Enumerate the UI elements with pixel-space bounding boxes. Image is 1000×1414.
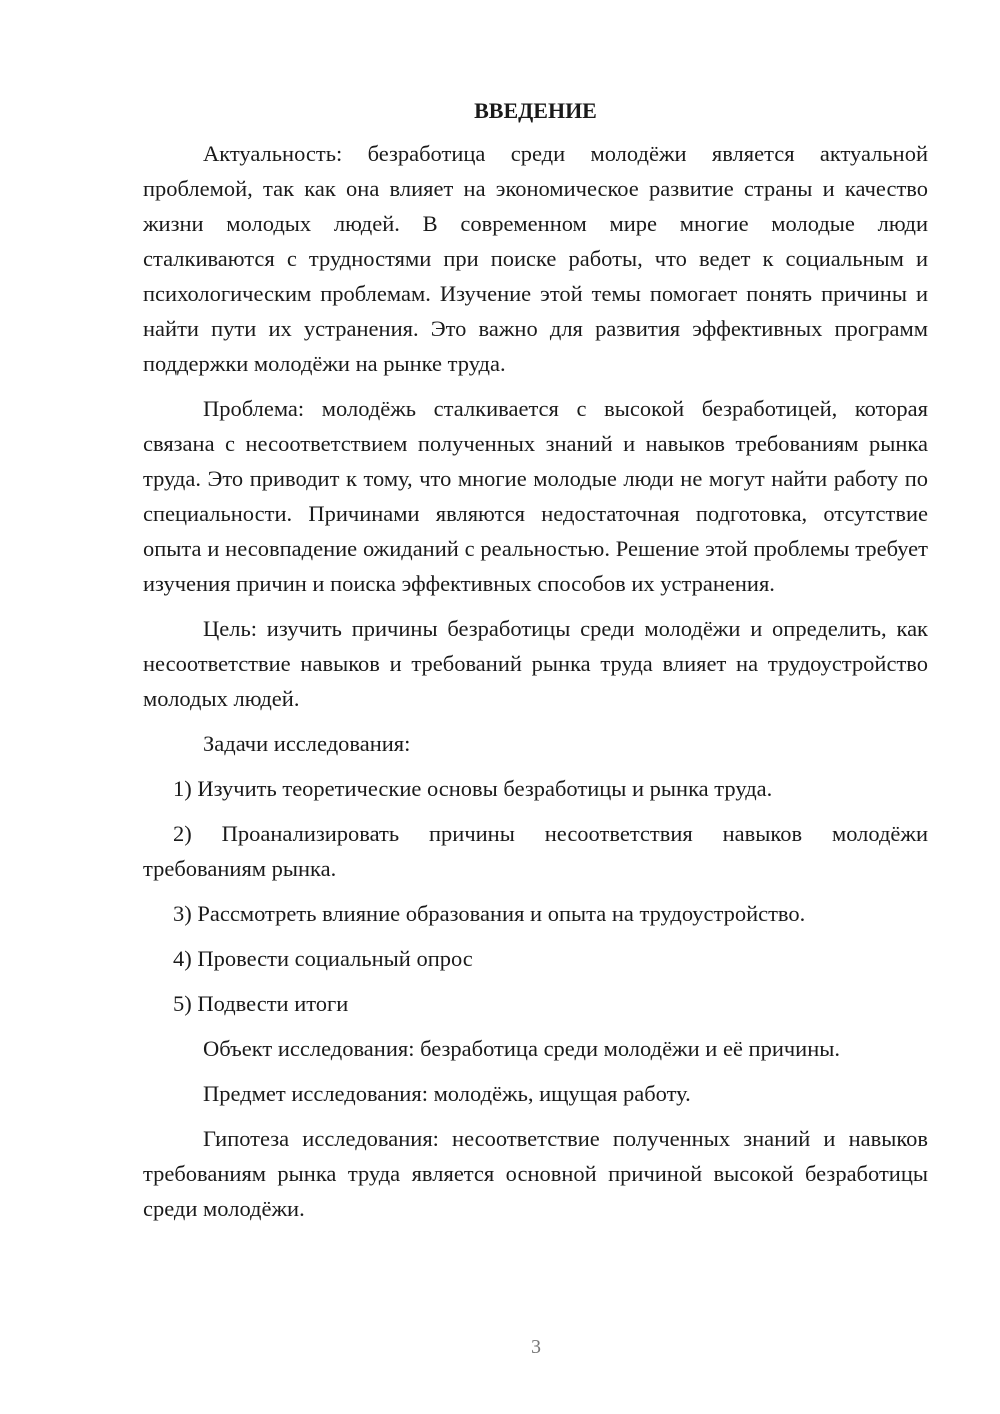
page-number: 3	[531, 1336, 541, 1358]
task-item: 5) Подвести итоги	[173, 991, 349, 1016]
goal-paragraph: Цель: изучить причины безработицы среди молодёжи и определить, как несоответствие навыков и требований рынка труда влияет на трудоустройство молодых людей.	[143, 616, 928, 711]
problem-paragraph: Проблема: молодёжь сталкивается с высокой безработицей, которая связана с несоответствием полученных знаний и навыков требованиям рынка труда. Это приводит к тому, что многие молодые люди не могут найти работу по специальности. Причинами являются недостаточная подготовка, отсутствие опыта и несовпадение ожиданий с реальностью. Решение этой проблемы требует изучения причин и поиска эффективных способов их устранения.	[143, 396, 928, 596]
hypothesis-paragraph: Гипотеза исследования: несоответствие полученных знаний и навыков требованиям рынка труда является основной причиной высокой безработицы среди молодёжи.	[143, 1126, 928, 1221]
page-title: ВВЕДЕНИЕ	[474, 98, 597, 123]
relevance-paragraph: Актуальность: безработица среди молодёжи является актуальной проблемой, так как она влияет на экономическое развитие страны и качество жизни молодых людей. В современном мире многие молодые люди сталкиваются с трудностями при поиске работы, что ведет к социальным и психологическим проблемам. Изучение этой темы помогает понять причины и найти пути их устранения. Это важно для развития эффективных программ поддержки молодёжи на рынке труда.	[143, 141, 928, 376]
task-item: 2) Проанализировать причины несоответствия навыков молодёжи требованиям рынка.	[143, 821, 928, 881]
object-paragraph: Объект исследования: безработица среди молодёжи и её причины.	[203, 1036, 841, 1061]
task-item: 1) Изучить теоретические основы безработицы и рынка труда.	[173, 776, 773, 801]
tasks-list	[143, 771, 928, 1021]
tasks-heading: Задачи исследования:	[203, 731, 411, 756]
task-item: 4) Провести социальный опрос	[173, 946, 473, 971]
page-content	[143, 90, 928, 1236]
task-item: 3) Рассмотреть влияние образования и опыта на трудоустройство.	[173, 901, 806, 926]
subject-paragraph: Предмет исследования: молодёжь, ищущая работу.	[203, 1081, 691, 1106]
